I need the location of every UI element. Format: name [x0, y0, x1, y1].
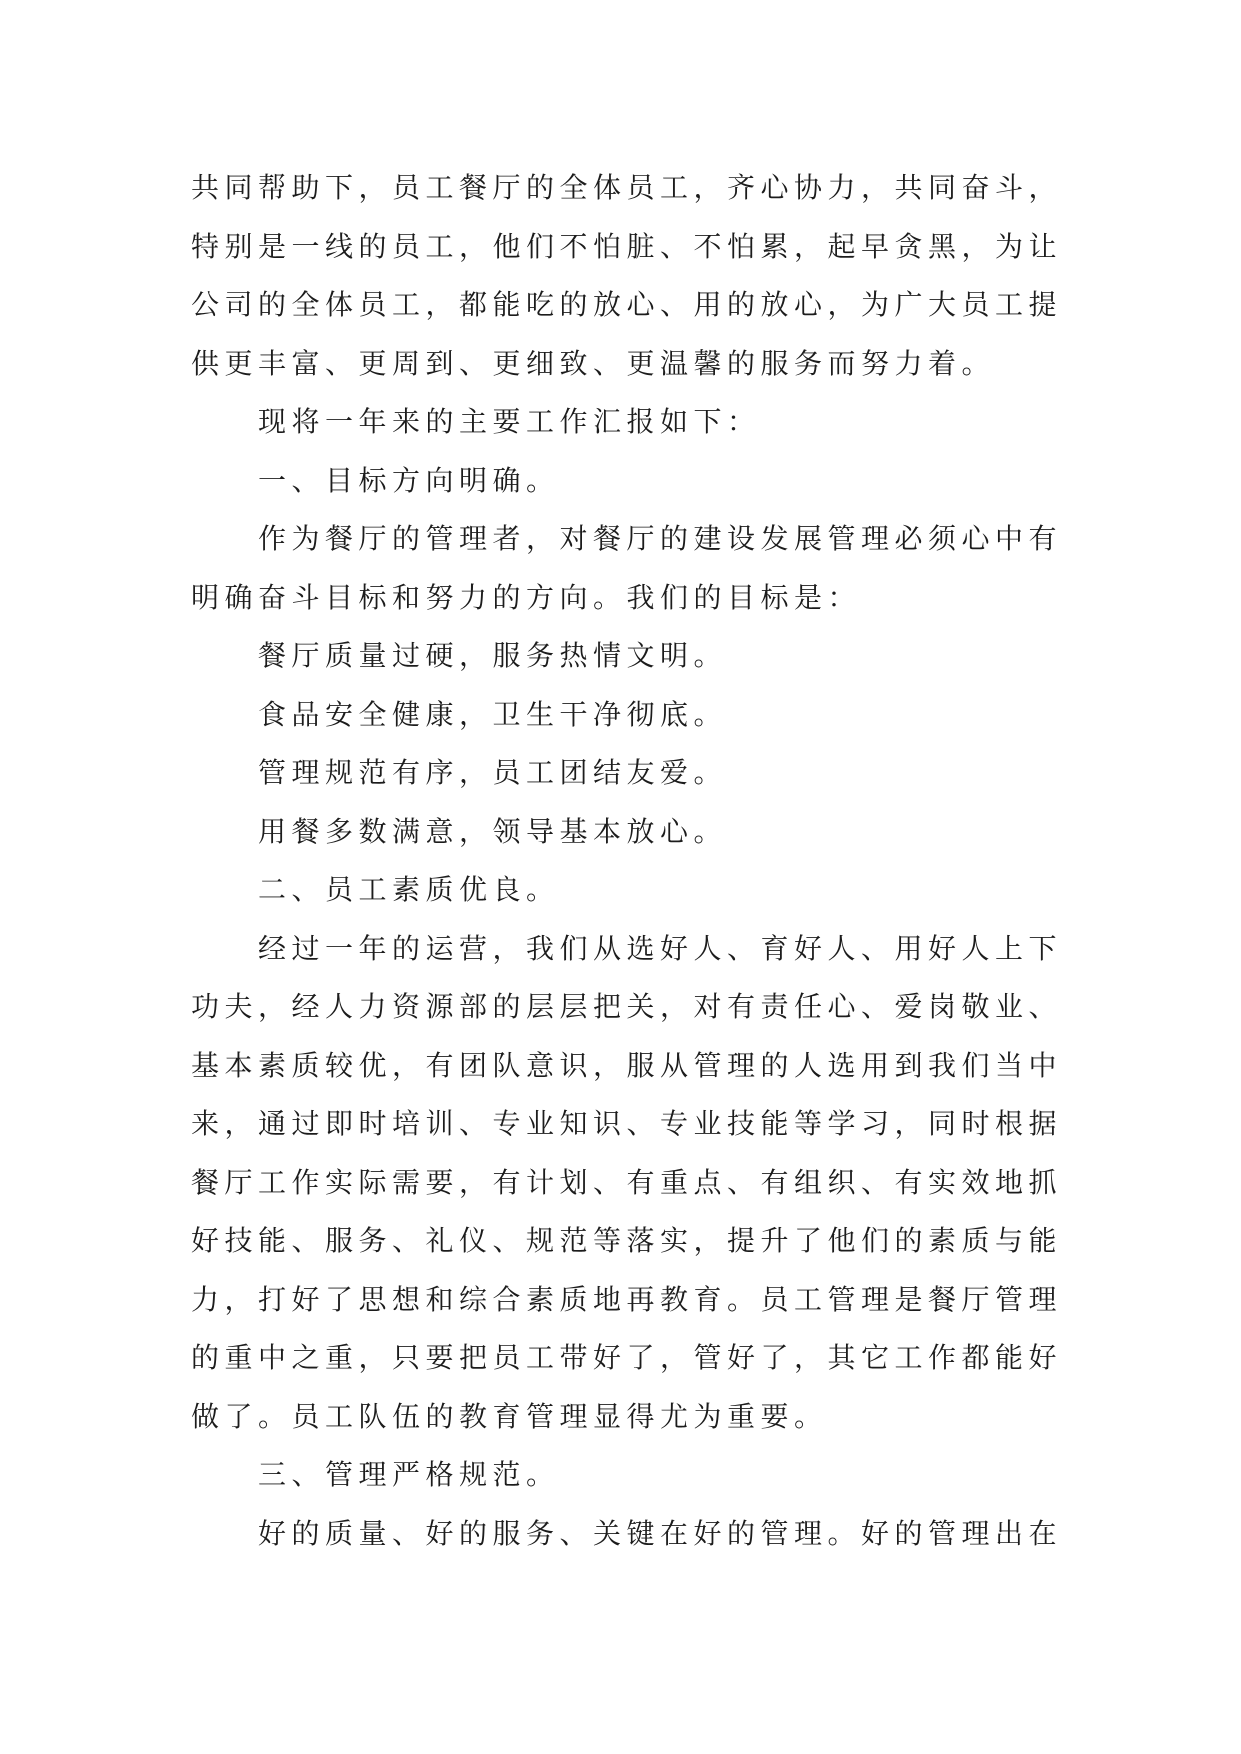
body-text-line: 特别是一线的员工，他们不怕脏、不怕累，起早贪黑，为让	[191, 229, 1063, 263]
goal-item: 餐厅质量过硬，服务热情文明。	[258, 639, 728, 672]
section-heading: 一、目标方向明确。	[258, 463, 560, 497]
section-heading: 三、管理严格规范。	[258, 1458, 560, 1491]
body-text-line: 做了。员工队伍的教育管理显得尤为重要。	[191, 1399, 828, 1433]
body-text-line: 明确奋斗目标和努力的方向。我们的目标是：	[191, 580, 862, 614]
body-text-line: 餐厅工作实际需要，有计划、有重点、有组织、有实效地抓	[191, 1165, 1063, 1199]
body-text-line: 公司的全体员工，都能吃的放心、用的放心，为广大员工提	[191, 288, 1063, 321]
paragraph-first-line: 经过一年的运营，我们从选好人、育好人、用好人上下	[258, 931, 1063, 965]
section-heading: 二、员工素质优良。	[258, 873, 560, 906]
body-text-line: 力，打好了思想和综合素质地再教育。员工管理是餐厅管理	[191, 1282, 1063, 1316]
body-text-line: 好技能、服务、礼仪、规范等落实，提升了他们的素质与能	[191, 1224, 1063, 1257]
body-text-line: 供更丰富、更周到、更细致、更温馨的服务而努力着。	[191, 346, 996, 380]
paragraph-first-line: 好的质量、好的服务、关键在好的管理。好的管理出在	[258, 1516, 1063, 1550]
body-text-line: 基本素质较优，有团队意识，服从管理的人选用到我们当中	[191, 1048, 1063, 1082]
body-text-line: 的重中之重，只要把员工带好了，管好了，其它工作都能好	[191, 1341, 1063, 1374]
paragraph-first-line: 作为餐厅的管理者，对餐厅的建设发展管理必须心中有	[258, 522, 1063, 555]
paragraph-first-line: 现将一年来的主要工作汇报如下：	[258, 405, 761, 438]
body-text-line: 来，通过即时培训、专业知识、专业技能等学习，同时根据	[191, 1107, 1063, 1140]
document-body	[191, 159, 1091, 1563]
goal-item: 用餐多数满意，领导基本放心。	[258, 814, 728, 848]
goal-item: 食品安全健康，卫生干净彻底。	[258, 697, 728, 731]
body-text-line: 功夫，经人力资源部的层层把关，对有责任心、爱岗敬业、	[191, 990, 1063, 1023]
goal-item: 管理规范有序，员工团结友爱。	[258, 756, 728, 789]
body-text-line: 共同帮助下，员工餐厅的全体员工，齐心协力，共同奋斗，	[191, 171, 1063, 204]
